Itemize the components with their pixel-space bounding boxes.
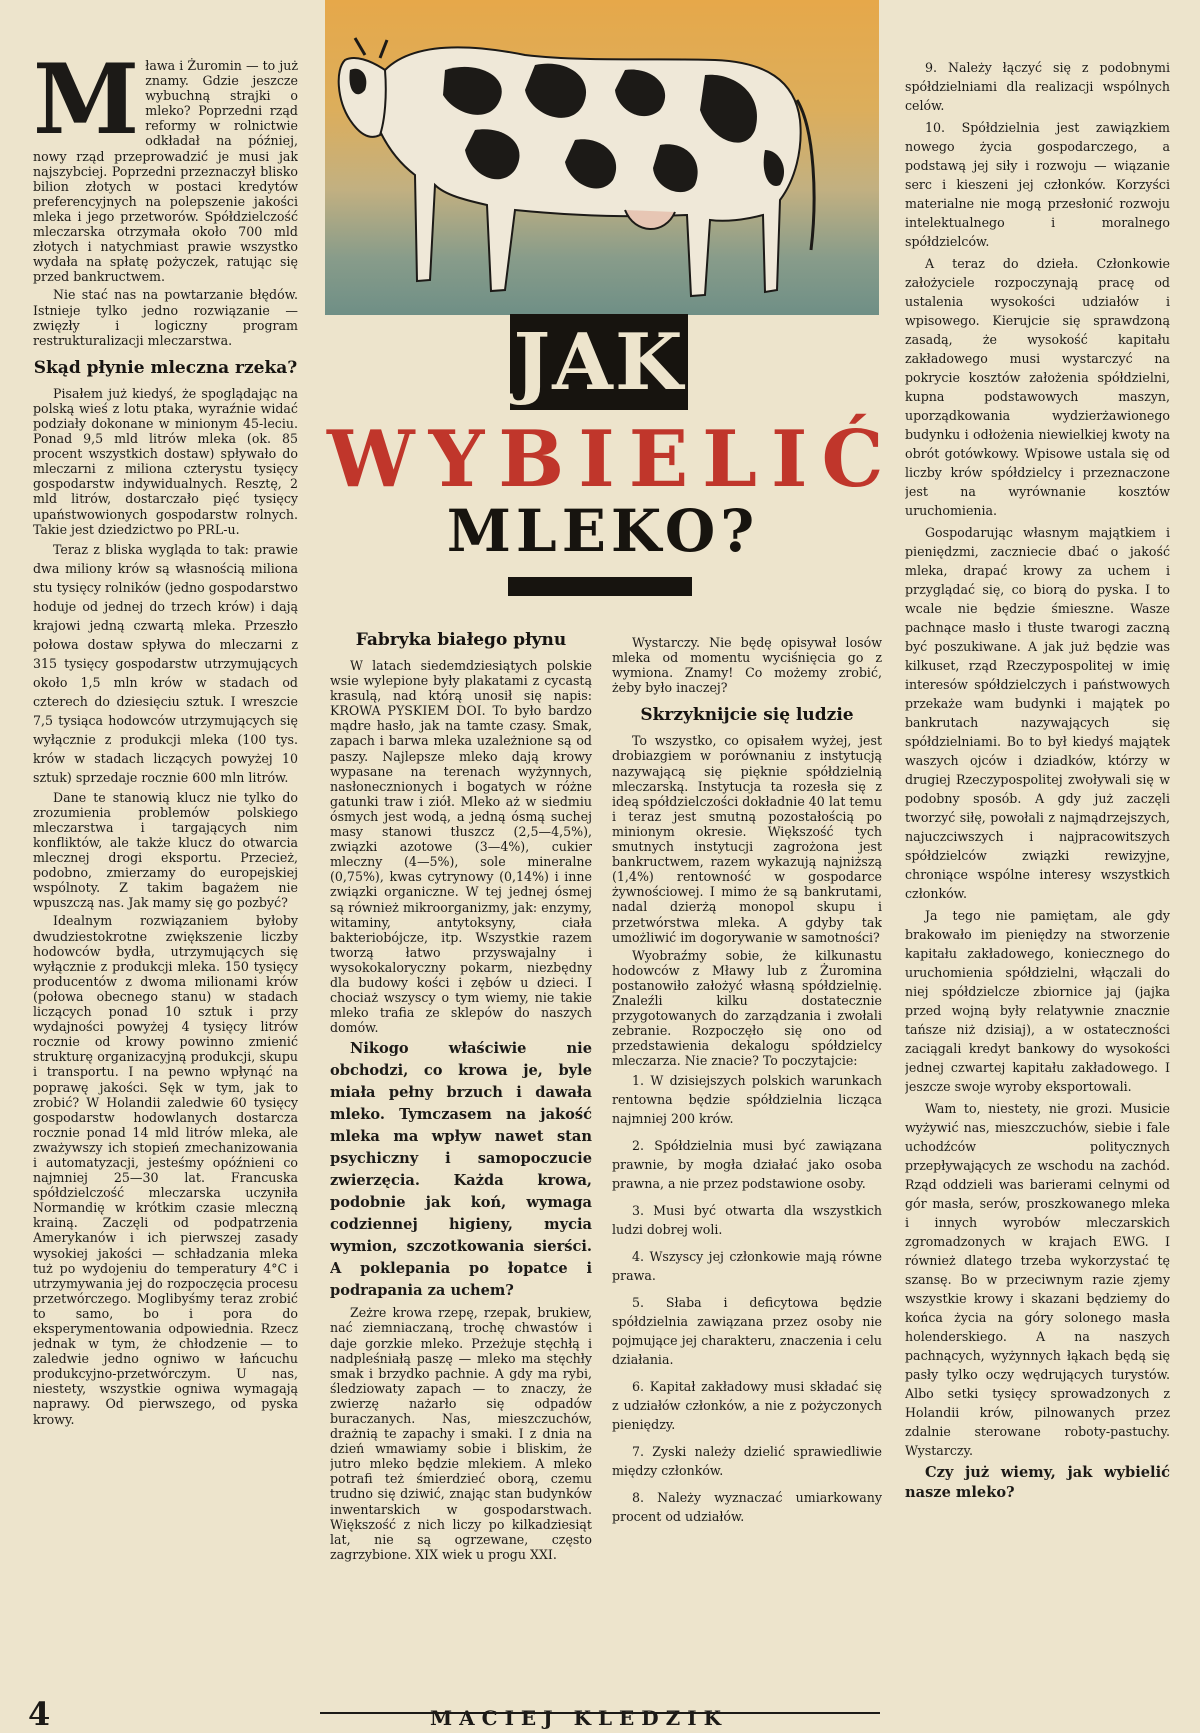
paragraph: To wszystko, co opisałem wyżej, jest drobiazgiem w porównaniu z instytucją nazywającą się pięknie spółdzielnią mleczarską. Instytucja ta rozesła się z ideą spółdzielczości dokładnie 40 lat temu i teraz jest smutną pozostałością po minionym okresie. Większość tych smutnych instytucji zagrożona jest bankructwem, razem wykazują najniższą (1,4%) rentowność w gospodarce żywnościowej. I mimo że są bankrutami, nadal dzierżą monopol skupu i przetwórstwa mleka. A gdyby tak umożliwić im dogorywanie w samotności? [612, 733, 882, 945]
list-item: 3. Musi być otwarta dla wszystkich ludzi dobrej woli. [612, 1203, 882, 1238]
paragraph: Wyobraźmy sobie, że kilkunastu hodowców z Mławy lub z Żuromina postanowiło założyć własną spółdzielnię. Znaleźli kilku dostatecznie przygotowanych do zarządzania i zwołali zebranie. Rozpoczęło się ono od przedstawienia dekalogu spółdzielcy mleczarza. Nie znacie? To poczytajcie: [612, 947, 882, 1069]
paragraph: A teraz do dzieła. Członkowie założyciele rozpoczynają pracę od ustalenia wysokości udziałów i wpisowego. Kierujcie się sprawdzoną zasadą, że wysokość kapitału zakładowego musi wystarczyć na pokrycie kosztów założenia spółdzielni, kupna podstawowych maszyn, uporządkowania wydzierżawionego budynku i odłożenia niewielkiej kwoty na obrót gotówkowy. Wpisowe ustala się od liczby krów spółdzielcy i przeznaczone jest na wyrównanie kosztów uruchomienia. [905, 256, 1170, 518]
column-3 [612, 635, 882, 1700]
decalogue-list [612, 1071, 882, 1526]
column-4 [905, 58, 1170, 1708]
dropcap: M [33, 58, 140, 156]
title-wybielic: WYBIELIĆ [327, 414, 898, 505]
author-byline: MACIEJ KLEDZIK [430, 1706, 728, 1730]
paragraph: Idealnym rozwiązaniem byłoby dwudziestokrotne zwiększenie liczby hodowców bydła, utrzymujących się wyłącznie z produkcji mleka. 150 tysięcy producentów z dwoma milionami krów (połowa obecnego stanu) w stadach liczących ponad 10 sztuk i przy wydajności powyżej 4 tysięcy litrów rocznie od krowy powinno zmienić strukturę organizacyjną produkcji, skupu i transportu. I na pewno wpłynąć na poprawę jakości. Sęk w tym, jak to zrobić? W Holandii zaledwie 60 tysięcy gospodarstw hodowlanych dostarcza rocznie ponad 14 mld litrów mleka, ale zważywszy ich stopień zmechanizowania i automatyzacji, jesteśmy opóźnieni co najmniej 25—30 lat. Francuska spółdzielczość mleczarska uczyniła Normandię w krótkim czasie mleczną krainą. Zaczęli od podpatrzenia Amerykanów i ich pierwszej zasady wysokiej jakości — schładzania mleka tuż po wydojeniu do temperatury 4°C i utrzymywania jej do rozpoczęcia procesu przetwórczego. Moglibyśmy teraz zrobić to samo, bo i pora do eksperymentowania odpowiednia. Rzecz jednak w tym, że chłodzenie — to zaledwie jedno ogniwo w łańcuchu produkcyjno-przetwórczym. U nas, niestety, wszystkie ogniwa wymagają naprawy. Od pierwszego, od pyska krowy. [33, 913, 298, 1427]
section-heading: Skrzyknijcie się ludzie [640, 705, 854, 726]
paragraph: W latach siedemdziesiątych polskie wsie wylepione były plakatami z cycastą krasulą, nad którą unosił się napis: KROWA PYSKIEM DOI. To było bardzo mądre hasło, jak na tamte czasy. Smak, zapach i barwa mleka uzależnione są od paszy. Najlepsze mleko dają krowy wypasane na terenach wyżynnych, nasłonecznionych i bogatych w różne gatunki traw i ziół. Mleko aż w siedmiu ósmych jest wodą, a jedną ósmą suchej masy stanowi tłuszcz (2,5—4,5%), związki azotowe (3—4%), cukier mleczny (4—5%), sole mineralne (0,75%), kwas cytrynowy (0,14%) i inne związki organiczne. W tej jednej ósmej są również mikroorganizmy, jak: enzymy, witaminy, antytoksyny, ciała bakteriobójcze, itp. Wszystkie razem tworzą łatwo przyswajalny i wysokokaloryczny pokarm, niezbędny dla budowy kości i zębów u dzieci. I chociaż wszyscy o tym wiemy, nie takie mleko trafia ze sklepów do naszych domów. [330, 658, 592, 1036]
list-item: 10. Spółdzielnia jest zawiązkiem nowego życia gospodarczego, a podstawą jej siły i rozwoju — wiązanie serc i kieszeni jej członków. Korzyści materialne nie mogą przesłonić rozwoju intelektualnego i moralnego spółdzielców. [905, 120, 1170, 249]
section-heading: Fabryka białego płynu [355, 630, 567, 650]
list-item: 8. Należy wyznaczać umiarkowany procent od udziałów. [612, 1490, 882, 1525]
list-item: 1. W dzisiejszych polskich warunkach rentowna będzie spółdzielnia licząca najmniej 200 krów. [612, 1073, 882, 1127]
paragraph: Nie stać nas na powtarzanie błędów. Istnieje tylko jedno rozwiązanie — zwięzły i logiczny program restrukturalizacji mleczarstwa. [33, 287, 298, 348]
column-1 [33, 58, 298, 1698]
column-2 [330, 630, 592, 1700]
paragraph: Wystarczy. Nie będę opisywał losów mleka od momentu wyciśnięcia go z wymiona. Znamy! Co możemy zrobić, żeby było inaczej? [612, 635, 882, 696]
list-item: 5. Słaba i deficytowa będzie spółdzielnia zawiązana przez osoby nie pojmujące jej charakteru, znaczenia i celu działania. [612, 1295, 882, 1368]
lead-paragraph: Mława i Żuromin — to już znamy. Gdzie jeszcze wybuchną strajki o mleko? Poprzedni rząd reformy w rolnictwie odkładał na później, nowy rząd przeprowadzić je musi jak najszybciej. Poprzedni przeznaczył blisko bilion złotych w postaci kredytów preferencyjnych na polepszenie jakości mleka i jego przetworów. Spółdzielczość mleczarska otrzymała około 700 mld złotych i natychmiast prawie wszystko wydała na spłatę pożyczek, ratując się przed bankructwem. [33, 58, 298, 285]
paragraph: Pisałem już kiedyś, że spoglądając na polską wieś z lotu ptaka, wyraźnie widać podziały dokonane w minionym 45-leciu. Ponad 9,5 mld litrów mleka (ok. 85 procent wszystkich dostaw) spływało do mleczarni z miliona czterystu tysięcy gospodarstw indywidualnych. Resztę, 2 mld litrów, dostarczało pięć tysięcy upaństwowionych gospodarstw rolnych. Takie jest dziedzictwo po PRL-u. [33, 385, 298, 537]
cow-illustration [325, 0, 879, 315]
paragraph: Dane te stanowią klucz nie tylko do zrozumienia problemów polskiego mleczarstwa i targających nim konfliktów, ale także klucz do otwarcia mlecznej drogi eksportu. Przecież, podobno, zmierzamy do europejskiej wspólnoty. Z takim bagażem nie wpuszczą nas. Jak mamy się go pozbyć? [33, 789, 298, 911]
list-item: 2. Spółdzielnia musi być zawiązana prawnie, by mogła działać jako osoba prawna, a nie przez podstawione osoby. [612, 1138, 882, 1192]
list-item: 6. Kapitał zakładowy musi składać się z udziałów członków, a nie z pożyczonych pieniędzy. [612, 1379, 882, 1433]
title-divider-bar [508, 577, 692, 596]
paragraph: Wam to, niestety, nie grozi. Musicie wyżywić nas, mieszczuchów, siebie i fale uchodźców politycznych przepływających ze wschodu na zachód. Rząd oddzieli was barierami celnymi od gór masła, serów, proszkowanego mleka i innych wyrobów mleczarskich zgromadzonych w krajach EWG. I również dlatego trzeba wykorzystać tę szansę. Bo w przeciwnym razie zjemy wszystkie krowy i skazani będziemy do końca życia na góry solonego masła holenderskiego. A na naszych pachnących, wyżynnych łąkach będą się pasły tylko oczy wędrujących turystów. Albo setki tysięcy sprowadzonych z Holandii krów, pilnowanych przez zdalnie sterowane roboty-pastuchy. Wystarczy. [905, 1101, 1170, 1458]
list-item: 9. Należy łączyć się z podobnymi spółdzielniami dla realizacji wspólnych celów. [905, 60, 1170, 113]
list-item: 4. Wszyscy jej członkowie mają równe prawa. [612, 1249, 882, 1284]
page-number: 4 [28, 1695, 51, 1733]
cow-icon [325, 0, 879, 315]
paragraph: Gospodarując własnym majątkiem i pieniędzmi, zaczniecie dbać o jakość mleka, drapać krowy za uchem i przyglądać się, co biorą do pyska. I to wcale nie będzie śmieszne. Wasze pachnące masło i tłuste twarogi zaczną być poszukiwane. A jak już będzie was kilkuset, rząd Rzeczypospolitej w imię interesów spółdzielczych i państwowych przekaże wam budynki i majątek po bankrutach nazywających się spółdzielniami. Bo to był kiedyś majątek waszych ojców i dziadków, którzy w drugiej Rzeczypospolitej zwoływali się w podobny sposób. A gdy już zaczęli tworzyć siłę, powołali z najmądrzejszych, najuczciwszych i najpracowitszych spółdzielców związki rewizyjne, chroniące wspólne interesy wszystkich członków. [905, 525, 1170, 901]
paragraph: Teraz z bliska wygląda to tak: prawie dwa miliony krów są własnością miliona stu tysięcy rolników (jedno gospodarstwo hoduje od jednej do trzech krów) i dają krajowi jedną czwartą mleka. Przeszło połowa dostaw spływa do mleczarni z 315 tysięcy gospodarstw utrzymujących około 1,5 mln krów w stadach od czterech do dziesięciu sztuk. I wreszcie 7,5 tysiąca hodowców utrzymujących się wyłącznie z produkcji mleka (100 tys. krów w stadach liczących powyżej 10 sztuk) sprzedaje rocznie 600 mln litrów. [33, 541, 298, 785]
title-mleko: MLEKO? [446, 497, 760, 565]
list-item: 7. Zyski należy dzielić sprawiedliwie między członków. [612, 1444, 882, 1479]
section-heading: Skąd płynie mleczna rzeka? [33, 357, 298, 378]
title-jak: JAK [510, 314, 688, 410]
bold-paragraph: Nikogo właściwie nie obchodzi, co krowa je, byle miała pełny brzuch i dawała mleko. Tymczasem na jakość mleka ma wpływ nawet stan psychiczny i samopoczucie zwierzęcia. Każda krowa, podobnie jak koń, wymaga codziennej higieny, mycia wymion, szczotkowania sierści. A poklepania po łopatce i podrapania za uchem? [330, 1040, 592, 1300]
paragraph: Ja tego nie pamiętam, ale gdy brakowało im pieniędzy na stworzenie kapitału zakładowego, koniecznego do uruchomienia spółdzielni, włączali do niej spółdzielcze zbiornice jaj (jajka przed wojną były relatywnie znacznie tańsze niż dzisiaj), a w ostateczności zaciągali kredyt bankowy do wysokości jednej czwartej kapitału zakładowego. I jeszcze swoje wyroby eksportowali. [905, 908, 1170, 1094]
closing-question: Czy już wiemy, jak wybielić nasze mleko? [905, 1464, 1170, 1501]
paragraph: Zeżre krowa rzepę, rzepak, brukiew, nać ziemniaczaną, trochę chwastów i daje gorzkie mleko. Przeżuje stęchłą i nadpleśniałą paszę — mleko ma stęchły smak i brzydko pachnie. A gdy ma rybi, śledziowaty zapach — to znaczy, że zwierzę nażarło się odpadów buraczanych. Nas, mieszczuchów, drażnią te zapachy i smaki. I z dnia na dzień wmawiamy sobie i bliskim, że jutro mleko będzie mlekiem. A mleko potrafi też śmierdzieć oborą, czemu trudno się dziwić, znając stan budynków inwentarskich w gospodarstwach. Większość z nich liczy po kilkadziesiąt lat, nie są ogrzewane, często zagrzybione. XIX wiek u progu XXI. [330, 1305, 592, 1562]
